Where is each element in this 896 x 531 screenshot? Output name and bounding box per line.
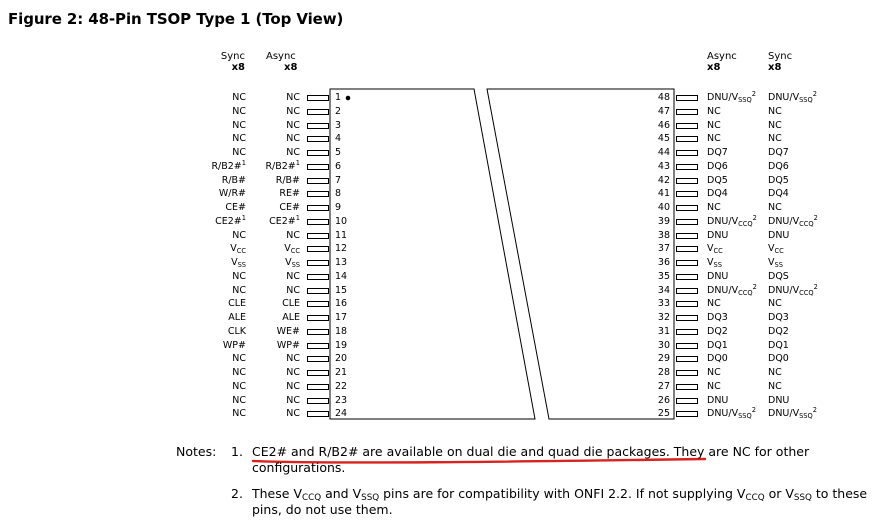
left-pin-6-number: 6 — [335, 160, 342, 172]
right-pin-43-number: 43 — [657, 160, 670, 172]
right-pin-28-sync-label: NC — [768, 367, 782, 378]
note-1-number: 1. — [231, 444, 243, 459]
left-pin-6-async-label: R/B2#$^1$ — [265, 158, 300, 172]
right-pin-25-async-label: DNU/$V_{SSQ}^2$ — [707, 406, 756, 421]
left-pin-12-sync-label: $V_{CC}$ — [230, 243, 246, 256]
left-pin-9-sync-label: CE# — [225, 202, 246, 213]
left-sync-mode: x8 — [231, 62, 245, 73]
right-pin-46-async-label: NC — [707, 119, 721, 131]
left-pin-12-number: 12 — [335, 243, 348, 255]
right-pin-35-sync-label: DQS — [768, 270, 789, 282]
right-pin-33-async-label: NC — [707, 298, 721, 310]
right-pin-48-async-label: DNU/$V_{SSQ}^2$ — [707, 90, 756, 104]
right-pin-48-sync-label: DNU/$V_{SSQ}^2$ — [768, 90, 817, 104]
left-pin-21-number: 21 — [335, 367, 348, 378]
right-pin-41-number: 41 — [657, 188, 670, 200]
right-pin-26-sync-label: DNU — [768, 394, 790, 406]
right-pin-34-async-label: DNU/$V_{CCQ}^2$ — [707, 282, 757, 297]
left-pin-22-async-label: NC — [286, 380, 300, 392]
left-pin-8-number: 8 — [335, 188, 342, 200]
right-pin-29-async-label: DQ0 — [707, 353, 728, 365]
left-pin-18-number: 18 — [335, 325, 348, 337]
notes-label: Notes: — [176, 444, 217, 459]
right-pin-38-sync-label: DNU — [768, 229, 790, 241]
left-pin-3-number: 3 — [335, 119, 342, 131]
right-pin-36-number: 36 — [657, 257, 670, 268]
right-pin-45-async-label: NC — [707, 133, 721, 145]
right-pin-38-async-label: DNU — [707, 229, 729, 241]
left-pin-11-async-label: NC — [286, 229, 300, 241]
left-pin-4-async-label: NC — [286, 133, 300, 145]
left-pin-4-sync-label: NC — [232, 133, 246, 145]
right-pin-31-number: 31 — [657, 325, 670, 337]
left-pin-14-number: 14 — [335, 270, 348, 282]
right-pin-27-number: 27 — [657, 380, 670, 392]
left-pin-17-number: 17 — [335, 312, 348, 323]
right-pin-43-async-label: DQ6 — [707, 160, 728, 172]
left-pin-21-sync-label: NC — [232, 367, 246, 378]
figure-title: Figure 2: 48-Pin TSOP Type 1 (Top View) — [8, 10, 344, 28]
left-pin-9-number: 9 — [335, 202, 342, 213]
left-pin-1-sync-label: NC — [232, 92, 246, 103]
left-pin-20-sync-label: NC — [232, 353, 246, 365]
left-pin-5-sync-label: NC — [232, 147, 246, 158]
left-pin-5-async-label: NC — [286, 147, 300, 158]
left-pin-13-async-label: $V_{SS}$ — [285, 257, 300, 269]
right-pin-38-number: 38 — [657, 229, 670, 241]
right-pin-27-sync-label: NC — [768, 380, 782, 392]
right-pin-32-number: 32 — [657, 312, 670, 323]
left-async-label: Async — [266, 51, 296, 62]
left-pin-3-async-label: NC — [286, 119, 300, 131]
right-pin-30-number: 30 — [657, 339, 670, 351]
right-pin-37-async-label: $V_{CC}$ — [707, 243, 723, 256]
left-pin-15-sync-label: NC — [232, 284, 246, 296]
left-pin-24-async-label: NC — [286, 408, 300, 420]
right-pin-32-async-label: DQ3 — [707, 312, 728, 323]
left-pin-18-async-label: WE# — [276, 325, 300, 337]
left-pin-22-number: 22 — [335, 380, 348, 392]
right-pin-44-sync-label: DQ7 — [768, 147, 789, 158]
left-pin-23-number: 23 — [335, 394, 348, 406]
left-pin-23-sync-label: NC — [232, 394, 246, 406]
right-sync-mode: x8 — [768, 62, 782, 73]
right-pin-41-sync-label: DQ4 — [768, 188, 789, 200]
right-pin-25-number: 25 — [657, 408, 670, 420]
left-async-mode: x8 — [284, 62, 298, 73]
right-pin-42-number: 42 — [657, 174, 670, 186]
right-pin-41-async-label: DQ4 — [707, 188, 728, 200]
right-pin-31-async-label: DQ2 — [707, 325, 728, 337]
left-pin-14-async-label: NC — [286, 270, 300, 282]
left-pin-20-async-label: NC — [286, 353, 300, 365]
left-pin-1-number: 1 — [335, 92, 342, 103]
right-pin-39-async-label: DNU/$V_{CCQ}^2$ — [707, 213, 757, 228]
left-pin-22-sync-label: NC — [232, 380, 246, 392]
left-pin-14-sync-label: NC — [232, 270, 246, 282]
right-pin-36-async-label: $V_{SS}$ — [707, 257, 722, 269]
left-pin-5-number: 5 — [335, 147, 342, 158]
left-pin-2-number: 2 — [335, 105, 342, 117]
left-pin-17-sync-label: ALE — [228, 312, 246, 323]
left-pin-15-number: 15 — [335, 284, 348, 296]
right-pin-44-async-label: DQ7 — [707, 147, 728, 158]
right-pin-34-sync-label: DNU/$V_{CCQ}^2$ — [768, 282, 818, 297]
right-pin-27-async-label: NC — [707, 380, 721, 392]
right-pin-32-sync-label: DQ3 — [768, 312, 789, 323]
right-async-mode: x8 — [707, 62, 721, 73]
left-pin-17-async-label: ALE — [282, 312, 300, 323]
right-pin-34-number: 34 — [657, 284, 670, 296]
right-pin-45-number: 45 — [657, 133, 670, 145]
right-sync-label: Sync — [768, 51, 793, 62]
note-1-text — [252, 444, 872, 476]
left-pin-16-sync-label: CLE — [228, 298, 246, 310]
left-pin-18-sync-label: CLK — [227, 325, 246, 337]
left-pin-11-sync-label: NC — [232, 229, 246, 241]
right-pin-39-sync-label: DNU/$V_{CCQ}^2$ — [768, 213, 818, 228]
right-pin-33-number: 33 — [657, 298, 670, 310]
right-pin-47-sync-label: NC — [768, 105, 782, 117]
right-pin-26-async-label: DNU — [707, 394, 729, 406]
right-pin-46-number: 46 — [657, 119, 670, 131]
left-pin-21-async-label: NC — [286, 367, 300, 378]
right-pin-31-sync-label: DQ2 — [768, 325, 789, 337]
right-pin-35-number: 35 — [657, 270, 670, 282]
right-pin-40-async-label: NC — [707, 202, 721, 213]
right-pin-26-number: 26 — [657, 394, 670, 406]
right-pin-40-number: 40 — [657, 202, 670, 213]
note-2-number: 2. — [231, 486, 243, 501]
right-pin-45-sync-label: NC — [768, 133, 782, 145]
right-pin-39-number: 39 — [657, 215, 670, 227]
left-pin-10-number: 10 — [335, 215, 348, 227]
left-pin-2-sync-label: NC — [232, 105, 246, 117]
right-pin-48-number: 48 — [657, 92, 670, 103]
right-pin-47-async-label: NC — [707, 105, 721, 117]
left-pin-3-sync-label: NC — [232, 119, 246, 131]
left-pin-8-sync-label: W/R# — [218, 188, 246, 200]
left-pin-2-async-label: NC — [286, 105, 300, 117]
right-pin-46-sync-label: NC — [768, 119, 782, 131]
right-pin-44-number: 44 — [657, 147, 670, 158]
right-pin-42-async-label: DQ5 — [707, 174, 728, 186]
left-pin-8-async-label: RE# — [279, 188, 300, 200]
left-pin-7-async-label: R/B# — [275, 174, 300, 186]
right-pin-29-sync-label: DQ0 — [768, 353, 789, 365]
right-pin-28-number: 28 — [657, 367, 670, 378]
right-pin-25-sync-label: DNU/$V_{SSQ}^2$ — [768, 406, 817, 421]
left-pin-10-sync-label: CE2#$^1$ — [215, 213, 246, 227]
left-sync-label: Sync — [220, 51, 245, 62]
left-pin-19-number: 19 — [335, 339, 348, 351]
left-pin-20-number: 20 — [335, 353, 348, 365]
left-pin-19-sync-label: WP# — [222, 339, 246, 351]
left-pin-12-async-label: $V_{CC}$ — [284, 243, 300, 256]
left-pin-6-sync-label: R/B2#$^1$ — [211, 158, 246, 172]
right-pin-37-number: 37 — [657, 243, 670, 255]
left-pin-7-number: 7 — [335, 174, 342, 186]
right-pin-30-async-label: DQ1 — [707, 339, 728, 351]
left-pin-13-sync-label: $V_{SS}$ — [231, 257, 246, 269]
right-pin-36-sync-label: $V_{SS}$ — [768, 257, 783, 269]
left-pin-15-async-label: NC — [286, 284, 300, 296]
right-pin-29-number: 29 — [657, 353, 670, 365]
left-pin-11-number: 11 — [335, 229, 348, 241]
note-1-rest-text: . They are NC for other configurations. — [252, 444, 810, 475]
left-pin-24-number: 24 — [335, 408, 348, 420]
right-async-label: Async — [707, 51, 737, 62]
right-pin-30-sync-label: DQ1 — [768, 339, 789, 351]
left-pin-23-async-label: NC — [286, 394, 300, 406]
right-pin-43-sync-label: DQ6 — [768, 160, 789, 172]
left-pin-13-number: 13 — [335, 257, 348, 268]
right-pin-40-sync-label: NC — [768, 202, 782, 213]
right-pin-33-sync-label: NC — [768, 298, 782, 310]
left-pin-10-async-label: CE2#$^1$ — [269, 213, 300, 227]
left-pin-16-number: 16 — [335, 298, 348, 310]
note-2-text: These $V_{CCQ}$ and $V_{SSQ}$ pins are for compatibility with ONFI 2.2. If not supplying $V_{CCQ}$ or $V_{SSQ}$ to these pins, do not use them. — [252, 486, 868, 517]
left-pin-24-sync-label: NC — [232, 408, 246, 420]
right-pin-42-sync-label: DQ5 — [768, 174, 789, 186]
left-pin-19-async-label: WP# — [276, 339, 300, 351]
note-1-underlined-text: CE2# and R/B2# are available on dual die and quad die packages — [252, 444, 666, 459]
right-pin-35-async-label: DNU — [707, 270, 729, 282]
left-pin-1-async-label: NC — [286, 92, 300, 103]
right-pin-28-async-label: NC — [707, 367, 721, 378]
right-pin-37-sync-label: $V_{CC}$ — [768, 243, 784, 256]
right-pin-47-number: 47 — [657, 105, 670, 117]
left-pin-9-async-label: CE# — [279, 202, 300, 213]
left-pin-16-async-label: CLE — [282, 298, 300, 310]
left-pin-7-sync-label: R/B# — [221, 174, 246, 186]
left-pin-4-number: 4 — [335, 133, 342, 145]
